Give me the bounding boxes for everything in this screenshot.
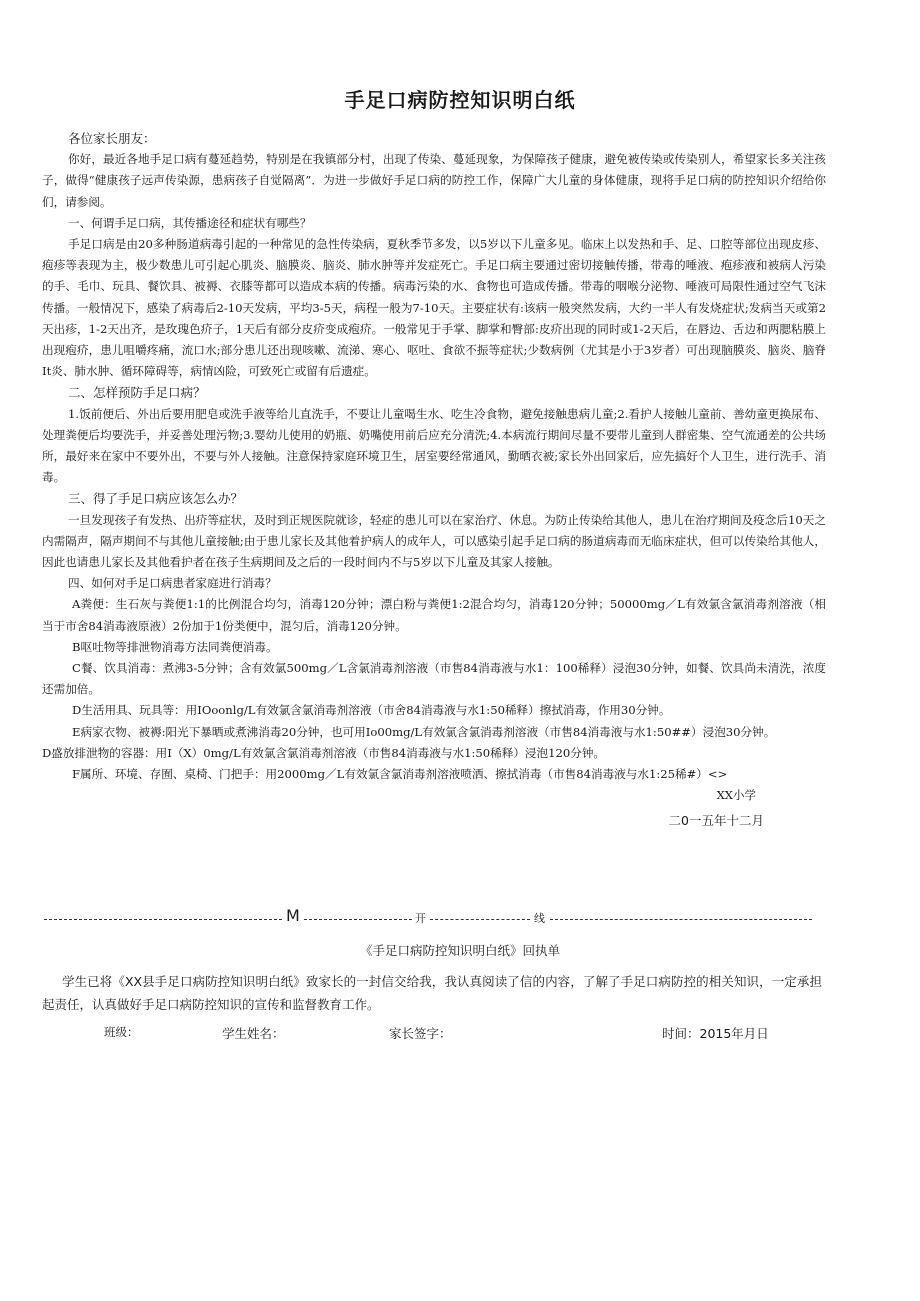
- dash-segment: [430, 919, 530, 920]
- section-2-body: 1.饭前便后、外出后要用肥皂或洗手液等给儿直洗手，不要让儿童喝生水、吃生冷食物，避免接触患病儿童;2.看护人接触儿童前、善幼童更换尿布、处理粪便后均要洗手，并妥善处理污物;3.婴幼儿使用的奶瓶、奶嘴使用前后应充分清洗;4.本病流行期间尽量不要带儿童到人群密集、空气流通差的公共场所，最好来在家中不要外出，不要与外人接触。注意保持家庭环境卫生，居室要经常通风，勤晒衣被;家长外出回家后，应先搞好个人卫生，进行洗手、消毒。: [42, 406, 826, 485]
- receipt-body: 学生已将《XX县手足口病防控知识明白纸》致家长的一封信交给我，我认真阅读了信的内容，了解了手足口病防控的相关知识，一定承担起责任，认真做好手足口病防控知识的宣传和监督教育工作。: [42, 974, 822, 1012]
- disinfect-item-e: E病家衣物、被褥:阳光下暴晒或煮沸消毒20分钟，也可用Io00mg/L有效氯含氯消毒剂溶液（市售84消毒液与水1:50##）浸泡30分钟。: [72, 724, 776, 739]
- section-4-heading: 四、如何对手足口病患者家庭进行消毒？: [68, 576, 277, 591]
- cut-mark-kai: 开: [415, 912, 426, 925]
- greeting: 各位家长朋友：: [68, 131, 156, 146]
- student-name-field-label: 学生姓名：: [222, 1026, 285, 1041]
- class-field-label: 班级：: [104, 1025, 139, 1039]
- document-title: 手足口病防控知识明白纸: [344, 88, 576, 112]
- letter-date: 二0一五年十二月: [668, 812, 764, 828]
- disinfect-item-f: F属所、环境、存囿、桌椅、门把手：用2000mg／L有效氯含氯消毒剂溶液喷洒、擦拭消毒（市售84消毒液与水1:25稀#）<>: [72, 767, 728, 782]
- section-1-body: 手足口病是由20多种肠道病毒引起的一种常见的急性传染病，夏秋季节多发，以5岁以下儿童多见。临床上以发热和手、足、口腔等部位出现皮疹、疱疹等表现为主，极少数患儿可引起心肌炎、脑膜炎、脑炎、肺水肿等并发症死亡。手足口病主要通过密切接触传播，带毒的唾液、疱疹液和被病人污染的手、毛巾、玩具、餐饮具、被褥、衣膝等都可以造成本病的传播。病毒污染的水、食物也可造成传播。带毒的咽喉分泌物、唾液可局限性通过空气飞沫传播。一般情况下，感染了病毒后2-10天发病，平均3-5天，病程一般为7-10天。主要症状有:该病一般突然发病，大约一半人有发烧症状;发病当天或第2天出疹，1-2天出齐，是玫瑰色疥子，1天后有部分皮疥变成疱疥。一般常见于手掌、脚掌和臀部:皮疥出现的同时或1-2天后，在唇边、舌边和两腮粘膜上出现疱疥，患儿咀嚼疼痛，流口水;部分患儿还出现咳嗽、流涕、寒心、呕吐、食欲不振等症状;少数病例（尤其是小于3岁者）可出现脑膜炎、脑炎、脑脊It炎、肺水肿、循环障碍等，病情凶险，可致死亡或留有后遗症。: [42, 237, 826, 379]
- cut-mark-xian: 线: [534, 912, 545, 925]
- intro-paragraph: 你好，最近各地手足口病有蔓延趋势，特别是在我镇部分村，出现了传染、蔓延现象，为保障孩子健康，避免被传染或传染别人，希望家长多关注孩子，做得“健康孩子远声传染源，患病孩子自觉隔离”．为进一步做好手足口病的防控工作，保障广大儿童的身体健康，现将手足口病的防控知识介绍给你们，请参阅。: [42, 152, 826, 209]
- cut-mark-m: M: [286, 906, 300, 925]
- letter-content: [42, 128, 826, 831]
- time-field-label: 时间：2015年月日: [662, 1026, 769, 1041]
- receipt-title: 《手足口病防控知识明白纸》回执单: [359, 943, 560, 958]
- dash-segment: [304, 919, 412, 920]
- section-3-body: 一旦发现孩子有发热、出疥等症状，及时到正规医院就诊，轻症的患儿可以在家治疗、休息。为防止传染给其他人，患儿在治疗期间及疫念后10天之内需隔声，隔声期间不与其他儿童接触;由于患儿家长及其他着护病人的成年人，可以感染引起手足口病的肠道病毒而无临床症状，但可以传染给其他人，因此也请患儿家长及其他看护者在孩子生病期间及之后的一段时间内不与5岁以下儿童及其家人接触。: [42, 512, 826, 570]
- dash-segment: [550, 919, 812, 920]
- disinfect-item-a: A粪便：生石灰与粪便1:1的比例混合均匀，消毒120分钟；漂白粉与粪便1:2混合均匀，消毒120分钟；50000mg／L有效氯含氯消毒剂溶液（相当于市舍84消毒液原液）2份加于1份类便中，混匀后，消毒120分钟。: [42, 597, 826, 633]
- dash-segment: [44, 919, 282, 920]
- section-3-heading: 三、得了手足口病应该怎么办？: [68, 491, 244, 507]
- disinfect-item-container: D盛放排泄物的容器：用I（X）0mg/L有效氯含氯消毒剂溶液（市售84消毒液与水1:50稀释）浸泡120分钟。: [42, 745, 606, 760]
- school-name: XX小学: [716, 788, 756, 803]
- section-2-heading: 二、怎样预防手足口病？: [68, 385, 206, 401]
- parent-signature-field-label: 家长签字：: [389, 1026, 452, 1041]
- section-1-heading: 一、何谓手足口病，其传播途径和症状有哪些？: [68, 215, 312, 230]
- disinfect-item-b: B呕吐物等排泄物消毒方法同粪便消毒。: [72, 639, 278, 654]
- cut-line: [44, 906, 814, 928]
- disinfect-item-c: C餐、饮具消毒：煮沸3-5分钟；含有效氯500mg／L含氯消毒剂溶液（市售84消毒液与水1：100稀释）浸泡30分钟，如餐、饮具尚未清洗，浓度还需加倍。: [42, 661, 826, 697]
- disinfect-item-d: D生活用具、玩具等：用IOoonlg/L有效氯含氯消毒剂溶液（市舍84消毒液与水1:50稀释）擦拭消毒，作用30分钟。: [72, 703, 671, 718]
